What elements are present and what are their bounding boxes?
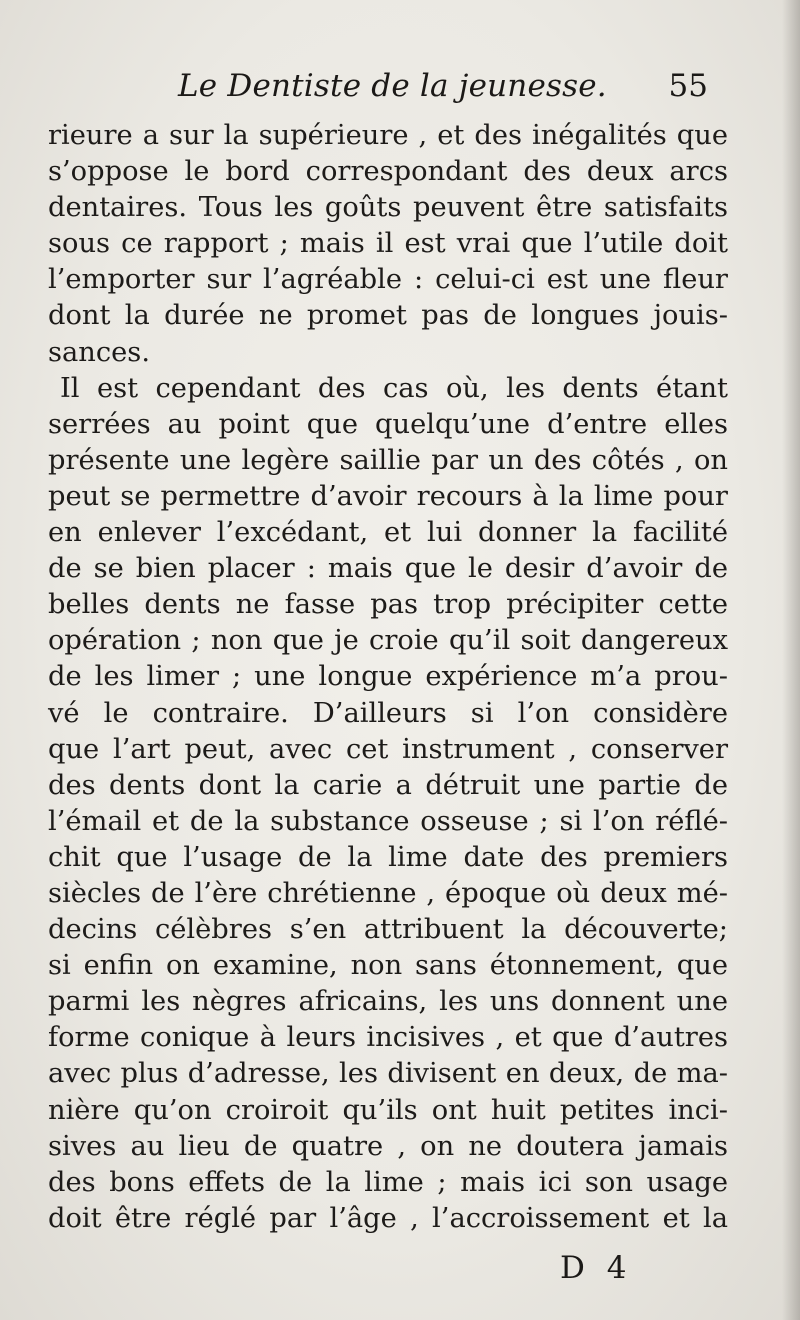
- text-line: dont la durée ne promet pas de longues jouis-: [48, 300, 728, 332]
- text-line: forme conique à leurs incisives , et que d’autres: [48, 1022, 728, 1054]
- text-line: vé le contraire. D’ailleurs si l’on considère: [48, 697, 728, 729]
- text-line: sances.: [48, 336, 150, 368]
- text-line: en enlever l’excédant, et lui donner la facilité: [48, 517, 728, 549]
- running-title: Le Dentiste de la jeunesse.: [178, 68, 607, 104]
- text-line: parmi les nègres africains, les uns donnent une: [48, 986, 728, 1018]
- text-line: l’émail et de la substance osseuse ; si l’on réflé-: [48, 805, 728, 837]
- signature-mark: D 4: [560, 1250, 633, 1286]
- text-line: peut se permettre d’avoir recours à la lime pour: [48, 480, 728, 512]
- text-line: dentaires. Tous les goûts peuvent être satisfaits: [48, 192, 728, 224]
- text-line: sous ce rapport ; mais il est vrai que l’utile doit: [48, 228, 728, 260]
- text-line: des dents dont la carie a détruit une partie de: [48, 769, 728, 801]
- text-line: nière qu’on croiroit qu’ils ont huit petites inci-: [48, 1094, 728, 1126]
- text-line: decins célèbres s’en attribuent la découverte;: [48, 914, 728, 946]
- text-line: des bons effets de la lime ; mais ici son usage: [48, 1166, 728, 1198]
- page-number: 55: [668, 68, 708, 104]
- text-line: rieure a sur la supérieure , et des inégalités que: [48, 120, 728, 151]
- text-line: de les limer ; une longue expérience m’a prou-: [48, 661, 728, 693]
- text-line: siècles de l’ère chrétienne , époque où deux mé-: [48, 877, 728, 909]
- text-line: belles dents ne fasse pas trop précipiter cette: [48, 589, 728, 621]
- page-edge-shadow: [782, 0, 800, 1320]
- text-line: serrées au point que quelqu’une d’entre elles: [48, 408, 728, 440]
- text-line: l’emporter sur l’agréable : celui-ci est une fleur: [48, 264, 728, 296]
- text-line: avec plus d’adresse, les divisent en deux, de ma-: [48, 1058, 728, 1090]
- running-header: [178, 68, 708, 112]
- text-line: sives au lieu de quatre , on ne doutera jamais: [48, 1130, 728, 1162]
- text-line: chit que l’usage de la lime date des premiers: [48, 841, 728, 873]
- text-line: s’oppose le bord correspondant des deux arcs: [48, 156, 728, 188]
- text-line: Il est cependant des cas où, les dents étant: [60, 372, 728, 404]
- text-line: de se bien placer : mais que le desir d’avoir de: [48, 553, 728, 585]
- text-line: présente une legère saillie par un des côtés , on: [48, 444, 728, 476]
- text-line: doit être réglé par l’âge , l’accroissement et la: [48, 1202, 728, 1234]
- text-line: que l’art peut, avec cet instrument , conserver: [48, 733, 728, 765]
- body-text: [48, 118, 728, 1237]
- text-line: si enfin on examine, non sans étonnement, que: [48, 950, 728, 982]
- text-line: opération ; non que je croie qu’il soit dangereux: [48, 625, 728, 657]
